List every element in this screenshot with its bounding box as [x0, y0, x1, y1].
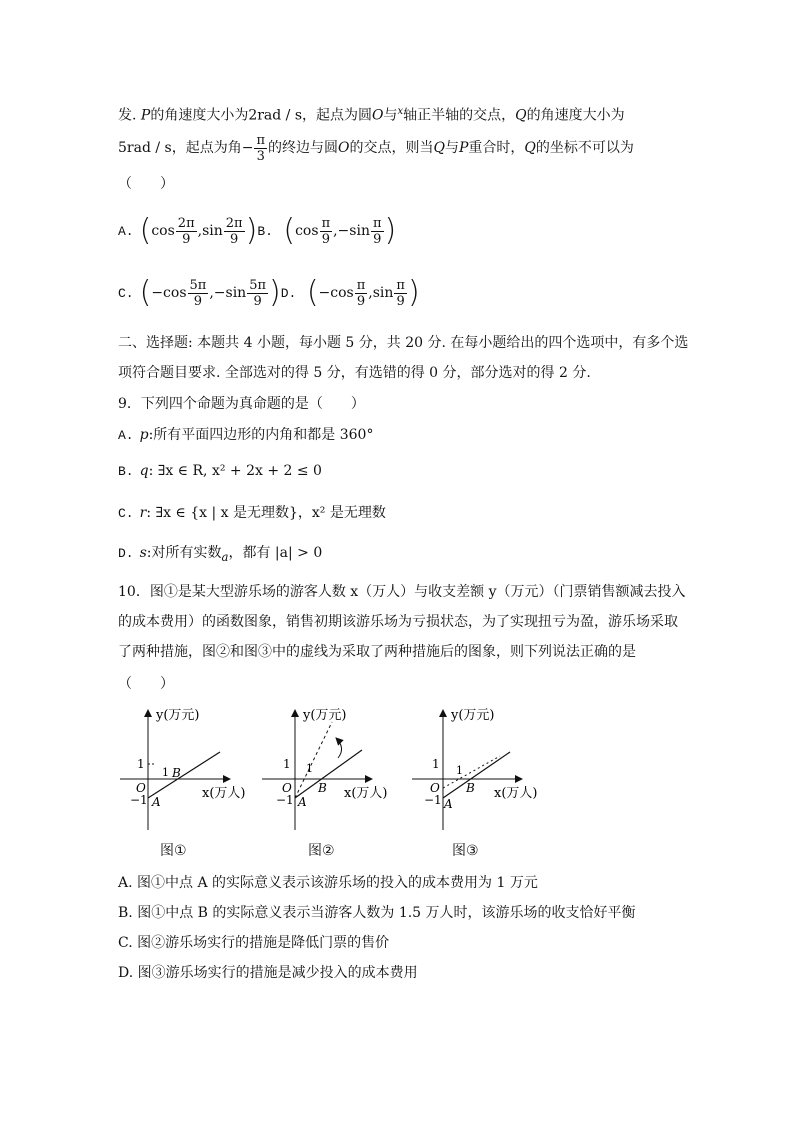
- q8-line1: 发. P的角速度大小为2rad / s，起点为圆O与$^x$轴正半轴的交点，Q的角速度大小为: [118, 106, 625, 124]
- q9-option-a: A. p:所有平面四边形的内角和都是 360°: [118, 427, 374, 443]
- caption-fig2: 图②: [308, 843, 335, 859]
- q10-option-a: A. 图①中点 A 的实际意义表示该游乐场的投入的成本费用为 1 万元: [118, 875, 538, 891]
- label-a: A: [298, 795, 307, 809]
- q8-line2: 5rad / s，起点为角− $\frac{\pi}{3}$ 的终边与圆O的交点，则当Q与P重合时，Q的坐标不可以为: [118, 132, 634, 164]
- q8-options-ab: A. (cos $\frac{2\pi}{9}$ ,sin $\frac{2\pi}{9}$ )B. (cos $\frac{\pi}{9}$ ,−sin $\frac{\pi}{9}$ ): [118, 213, 397, 248]
- caption-fig3: 图③: [452, 843, 479, 859]
- label-1b: 1: [456, 764, 463, 777]
- figure-1: [120, 708, 245, 830]
- figure-2: [262, 708, 387, 830]
- label-a: A: [444, 797, 453, 811]
- q10-option-d: D. 图③游乐场实行的措施是减少投入的成本费用: [118, 965, 418, 981]
- rotate-arrow: [336, 738, 342, 758]
- q10-option-b: B. 图①中点 B 的实际意义表示当游客人数为 1.5 万人时，该游乐场的收支恰好平衡: [118, 905, 636, 921]
- label-o: O: [430, 781, 440, 795]
- section2-line2: 项符合题目要求. 全部选对的得 5 分，有选错的得 0 分，部分选对的得 2 分.: [118, 365, 591, 381]
- figure-3: [412, 708, 537, 830]
- q9-option-b: B. q: ∃x ∈ R, x² + 2x + 2 ≤ 0: [118, 463, 322, 479]
- q10-line3: 了两种措施，图②和图③中的虚线为采取了两种措施后的图象，则下列说法正确的是: [118, 644, 636, 660]
- label-o: O: [282, 781, 292, 795]
- q9-option-c: C. r: ∃x ∈ {x | x 是无理数}，x² 是无理数: [118, 505, 386, 521]
- label-1b: 1: [162, 766, 169, 779]
- label-neg1: −1: [424, 793, 442, 807]
- x-axis-label: x(万人): [344, 786, 388, 801]
- q10-line2: 的成本费用）的函数图象，销售初期该游乐场为亏损状态，为了实现扭亏为盈，游乐场采取: [118, 614, 678, 630]
- label-a: A: [152, 795, 161, 809]
- label-1b: 1: [306, 762, 313, 775]
- q8-blank: （ ）: [118, 176, 174, 192]
- label-o: O: [136, 781, 146, 795]
- y-axis-label: y(万元): [303, 708, 347, 723]
- section2-line1: 二、选择题: 本题共 4 小题，每小题 5 分，共 20 分. 在每小题给出的四个选项中，有多个选: [118, 335, 689, 351]
- label-1: 1: [137, 757, 145, 771]
- label-b: B: [466, 781, 475, 795]
- q9-option-d: D. s:对所有实数$_a$，都有 |a| > 0: [118, 545, 323, 564]
- caption-fig1: 图①: [160, 843, 187, 859]
- frac-pi-over-3: $\frac{\pi}{3}$: [256, 132, 265, 164]
- y-axis-label: y(万元): [156, 708, 200, 723]
- x-axis-label: x(万人): [202, 786, 246, 801]
- label-1: 1: [283, 757, 291, 771]
- label-b: B: [318, 781, 327, 795]
- label-1: 1: [432, 757, 440, 771]
- q9-stem: 9．下列四个命题为真命题的是（ ）: [118, 396, 365, 412]
- q10-blank: （ ）: [118, 676, 174, 692]
- q10-option-c: C. 图②游乐场实行的措施是降低门票的售价: [118, 935, 390, 951]
- figures: [110, 700, 550, 835]
- label-neg1: −1: [276, 793, 294, 807]
- q10-line1: 10．图①是某大型游乐场的游客人数 x（万人）与收支差额 y（万元）（门票销售额减去投入: [118, 584, 686, 600]
- label-b: B: [172, 766, 181, 780]
- label-neg1: −1: [130, 793, 148, 807]
- q8-options-cd: C. (−cos $\frac{5\pi}{9}$ ,−sin $\frac{5\pi}{9}$ )D. (−cos $\frac{\pi}{9}$ ,sin $\frac{\pi}{9}$ ): [118, 275, 420, 310]
- x-axis-label: x(万人): [494, 786, 538, 801]
- y-axis-label: y(万元): [451, 708, 495, 723]
